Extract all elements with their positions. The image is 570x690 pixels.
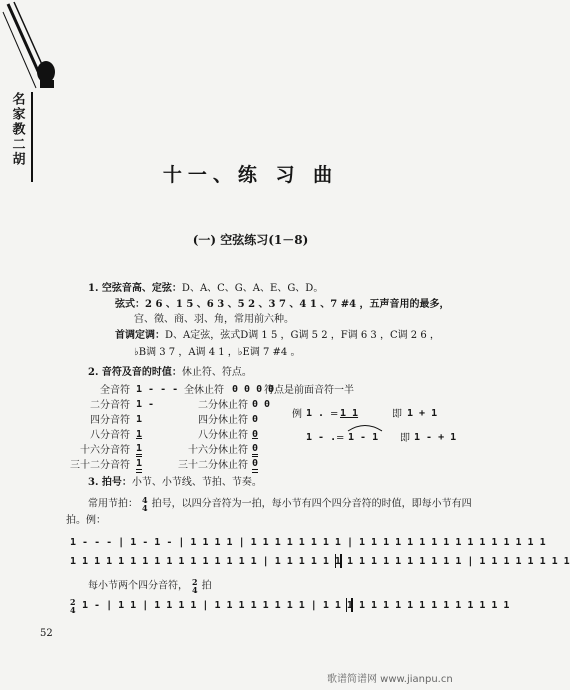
- keys-line: [115, 329, 440, 342]
- note-value: 1: [136, 429, 143, 440]
- staff-3-time-signature: 2 4: [70, 597, 76, 615]
- item-1-text: D、A、C、G、A、E、G、D。: [181, 283, 324, 294]
- two-four-text: 每小节两个四分音符，: [88, 580, 188, 592]
- example-label: 例: [292, 409, 302, 420]
- meter-line-2: 拍。例：: [66, 515, 106, 526]
- example-2-right: 1 - + 1: [414, 432, 457, 443]
- note-value: 1: [136, 414, 143, 425]
- note-value: 1 -: [136, 399, 155, 410]
- note-name: 四分音符: [90, 415, 130, 426]
- example-1-right-label: 即: [392, 409, 402, 420]
- strings-label: 弦式：: [115, 299, 145, 310]
- two-four-line: [88, 578, 212, 594]
- chapter-title: 十一、练 习 曲: [162, 164, 339, 186]
- note-name: 八分音符: [90, 430, 130, 441]
- example-1-left: 1 .: [306, 408, 325, 419]
- rest-name: 十六分休止符: [188, 445, 248, 456]
- item-3-text: 小节、小节线、节拍、节奏。: [131, 477, 262, 488]
- example-1-mid: 1 1: [340, 408, 359, 419]
- final-barline: [335, 554, 342, 568]
- example-2-mid: 1 - 1: [348, 432, 379, 443]
- time-signature-2-4: 2 4: [192, 577, 198, 595]
- staff-line-3: 1 - | 1 1 | 1 1 1 1 | 1 1 1 1 1 1 1 1 | 1 1 1 1 1 1 1 1 1 1 1 1 1 1 1 1: [82, 600, 510, 611]
- equals-sign: =: [330, 409, 339, 420]
- rest-name: 八分休止符: [198, 430, 248, 441]
- book-side-title: 名家教二胡: [9, 92, 25, 167]
- meter-text: 拍号，以四分音符为一拍，每小节有四个四分音符的时值，即每小节有四: [151, 498, 472, 510]
- item-1: [88, 282, 323, 295]
- staff-line-2: 1 1 1 1 1 1 1 1 1 1 1 1 1 1 1 1 | 1 1 1 1 1 1 1 1 1 1 1 1 1 1 1 1 | 1 1 1 1 1 1 1 1: [70, 556, 570, 567]
- staff-line-1: 1 - - - | 1 - 1 - | 1 1 1 1 | 1 1 1 1 1 1 1 1 | 1 1 1 1 1 1 1 1 1 1 1 1 1 1 1 1: [70, 537, 546, 548]
- example-1-right: 1 + 1: [407, 408, 438, 419]
- item-2-label: 2. 音符及音的时值：: [88, 367, 182, 378]
- example-2-left: 1 - .: [306, 432, 337, 443]
- rest-value: 0: [252, 414, 259, 425]
- note-name: 三十二分音符: [70, 460, 130, 471]
- note-value: 1 - - -: [136, 384, 179, 395]
- rest-value: 0 0 0 0: [232, 384, 275, 395]
- time-signature-4-4: 4 4: [142, 495, 148, 513]
- watermark: 歌谱简谱网 www.jianpu.cn: [327, 674, 453, 685]
- note-name: 十六分音符: [80, 445, 130, 456]
- rest-value: 0: [252, 459, 258, 473]
- erhu-logo-icon: [0, 0, 64, 92]
- note-value: 1: [136, 459, 142, 473]
- rest-name: 全休止符: [184, 385, 224, 396]
- two-four-suffix: 拍: [201, 580, 212, 592]
- note-value: 1: [136, 444, 142, 457]
- keys-text: D、A定弦，弦式D调 1 5 ，G调 5 2 ，F调 6 3 ，C调 2 6 ，: [165, 330, 440, 341]
- note-name: 二分音符: [90, 400, 130, 411]
- item-2: [88, 366, 252, 379]
- rest-name: 四分休止符: [198, 415, 248, 426]
- item-1-label: 1. 空弦音高、定弦：: [88, 283, 182, 294]
- example-2-right-label: 即: [400, 433, 410, 444]
- rest-value: 0: [252, 429, 259, 440]
- rest-name: 二分休止符: [198, 400, 248, 411]
- note-name: 全音符: [100, 385, 130, 396]
- item-3-label: 3. 拍号：: [88, 477, 132, 488]
- rest-value: 0: [252, 444, 258, 457]
- page-number: 52: [40, 628, 53, 639]
- rest-value: 0 0: [252, 399, 271, 410]
- keys-label: 首调定调：: [115, 330, 165, 341]
- section-title: (一) 空弦练习(1－8): [192, 233, 309, 247]
- common-meter-label: 常用节拍：: [88, 498, 138, 510]
- meter-line: [88, 496, 472, 512]
- equals-sign: =: [336, 433, 345, 444]
- item-2-text: 休止符、符点。: [181, 367, 252, 378]
- strings-line: [115, 298, 450, 311]
- strings-text: 2 6 、1 5 、6 3 、5 2 、3 7 、4 1 、7 #4 ，五声音用的最多，: [145, 299, 450, 310]
- strings-line-2: 宫、徵、商、羽、角，常用前六种。: [134, 314, 294, 325]
- tie-icon: [346, 422, 384, 432]
- item-3: [88, 476, 262, 489]
- rest-name: 三十二分休止符: [178, 460, 248, 471]
- final-barline: [346, 598, 353, 612]
- keys-line-2: ♭B调 3 7 ，A调 4 1 ，♭E调 7 #4 。: [134, 347, 301, 358]
- dot-note-examples: [292, 408, 472, 448]
- dot-note-title: 符点是前面音符一半: [264, 385, 354, 396]
